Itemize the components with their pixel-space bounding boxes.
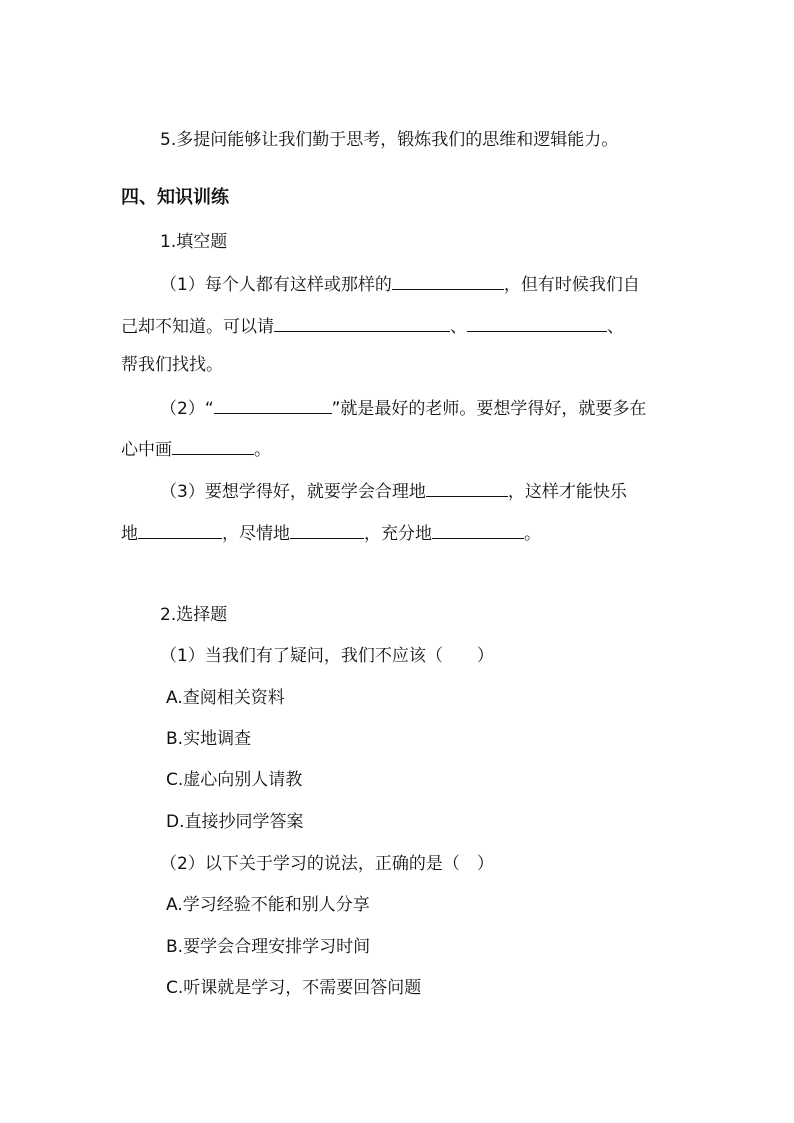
q2-end: 。	[254, 440, 271, 460]
q1-text-mid: ，但有时候我们自	[503, 275, 640, 295]
mc1-option-c[interactable]: C.虚心向别人请教	[166, 770, 303, 790]
fill-blank-title: 1.填空题	[160, 232, 228, 252]
q2-blank-1[interactable]	[214, 395, 332, 414]
q2-text-start: （2）“	[160, 399, 214, 419]
q3-blank-1[interactable]	[426, 478, 508, 497]
q1-line3: 帮我们找找。	[121, 355, 223, 375]
q1-text-start: （1）每个人都有这样或那样的	[160, 275, 392, 295]
q1-blank-1[interactable]	[392, 271, 504, 290]
q1-sep-2: 、	[607, 317, 624, 337]
q1-blank-2[interactable]	[274, 313, 450, 332]
q2-line1	[160, 395, 646, 421]
q2-line2	[121, 436, 271, 462]
q1-blank-3[interactable]	[467, 313, 607, 332]
mc1-option-b[interactable]: B.实地调查	[166, 729, 252, 749]
point-5-text: 5.多提问能够让我们勤于思考，锻炼我们的思维和逻辑能力。	[160, 130, 619, 150]
mc2-option-c[interactable]: C.听课就是学习，不需要回答问题	[166, 978, 422, 998]
section-heading: 四、知识训练	[121, 187, 229, 208]
q1-line2-text: 己却不知道。可以请	[121, 317, 274, 337]
mc1-question: （1）当我们有了疑问，我们不应该（ ）	[160, 646, 494, 666]
q1-line2	[121, 313, 624, 339]
q2-text-mid: ”就是最好的老师。要想学得好，就要多在	[331, 399, 647, 419]
mc1-option-d[interactable]: D.直接抄同学答案	[166, 812, 304, 832]
mc2-option-b[interactable]: B.要学会合理安排学习时间	[166, 937, 371, 957]
q3-line2	[121, 520, 541, 546]
q3-connector-1: ，尽情地	[222, 524, 290, 544]
mc2-option-a[interactable]: A.学习经验不能和别人分享	[166, 895, 370, 915]
q3-connector-2: ，充分地	[364, 524, 432, 544]
q3-blank-2[interactable]	[138, 520, 222, 539]
q3-line2-text: 地	[121, 524, 138, 544]
q3-blank-3[interactable]	[290, 520, 364, 539]
q3-line1	[160, 478, 627, 504]
q2-line2-text: 心中画	[121, 440, 172, 460]
q1-sep-1: 、	[450, 317, 467, 337]
q3-text-mid: ，这样才能快乐	[507, 482, 627, 502]
q2-blank-2[interactable]	[172, 436, 254, 455]
mc2-question: （2）以下关于学习的说法，正确的是（ ）	[160, 854, 494, 874]
q1-line1	[160, 271, 640, 297]
choice-title: 2.选择题	[160, 605, 228, 625]
q3-text-start: （3）要想学得好，就要学会合理地	[160, 482, 426, 502]
mc1-option-a[interactable]: A.查阅相关资料	[166, 688, 285, 708]
q3-end: 。	[524, 524, 541, 544]
q3-blank-4[interactable]	[432, 520, 524, 539]
